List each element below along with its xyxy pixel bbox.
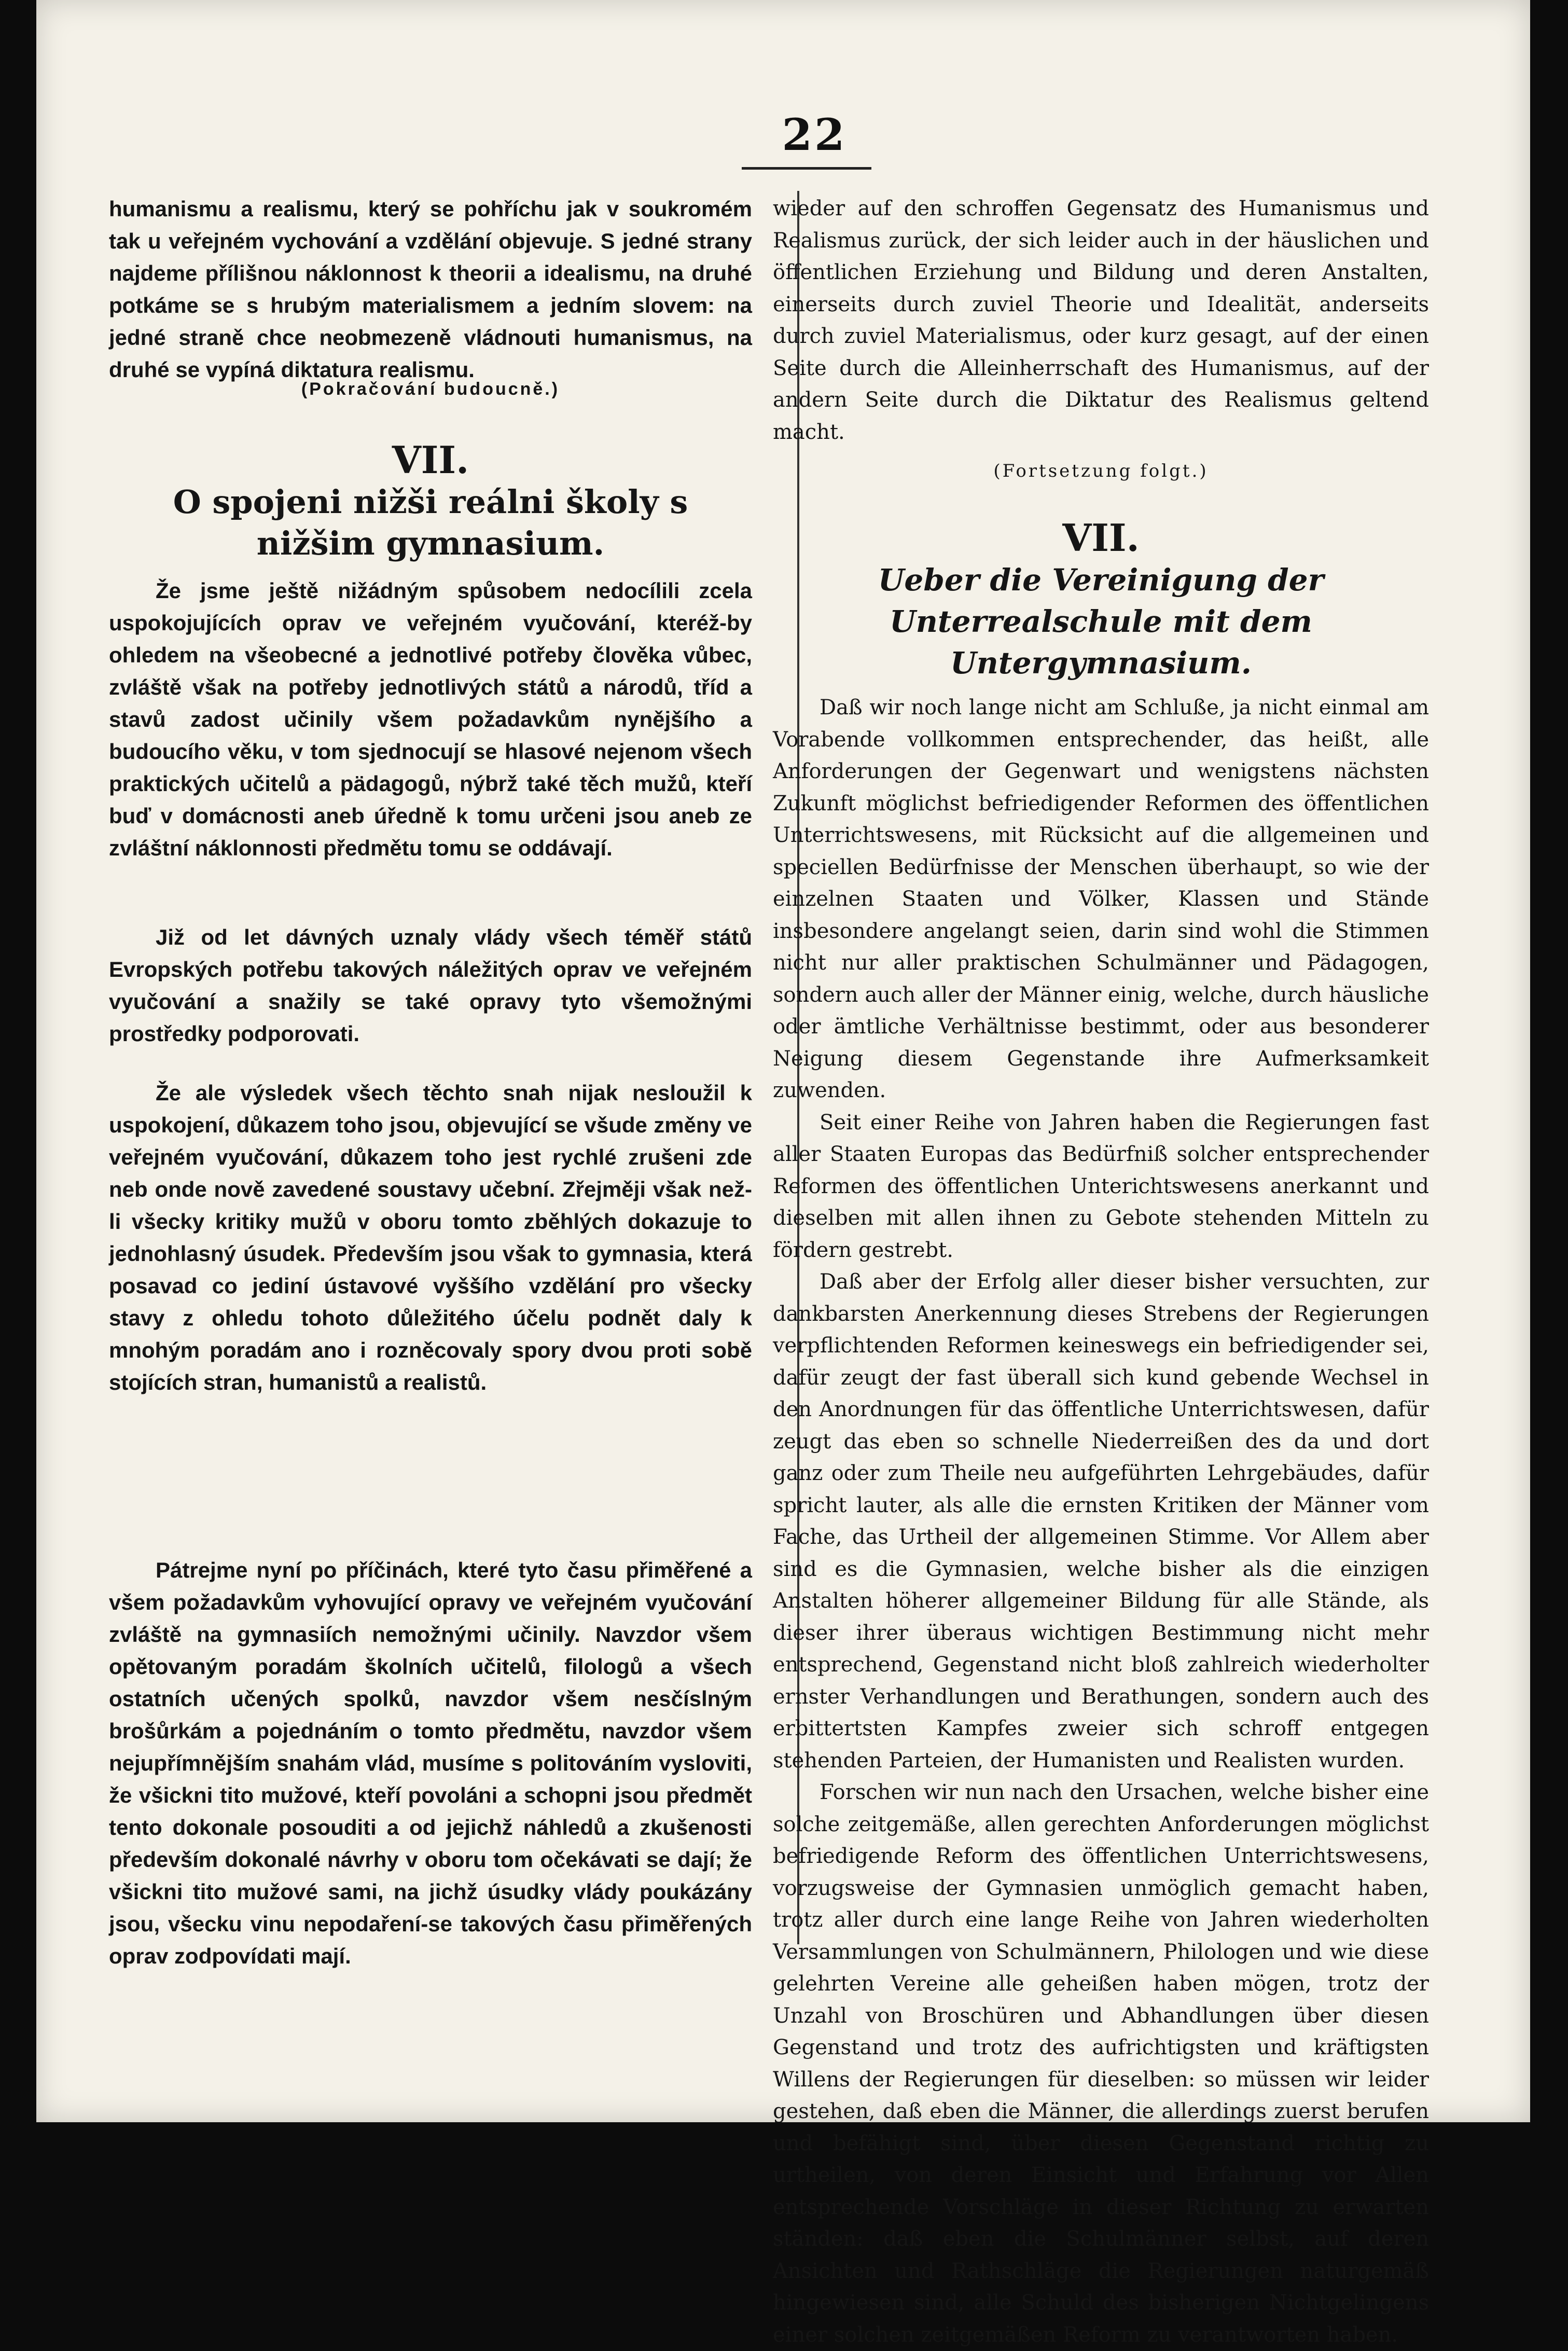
body-paragraph: Pátrejme nyní po příčinách, které tyto času přiměřené a všem požadavkům vyhovující opravy ve veřejném vyučování zvláště na gymnasiích nemožnými učinily. Navzdor všem opětovaným poradám školních učitelů, filologů a všech ostatních učených spolků, navzdor všem nesčíslným brošůrkám a pojednáním o tomto předmětu, navzdor všem nejupřímnějším snahám vlád, musíme s politováním vysloviti, že všickni tito mužové, kteří povoláni a schopni jsou předmět tento dokonale posouditi a od jejichž náhledů a zkušenosti především dokonalé návrhy v oboru tom očekávati se dají; že všickni tito mužové sami, na jichž úsudky vlády poukázány jsou, všecku vinu nepodaření-se takových času přiměřených oprav zodpovídati mají. [109, 1558, 752, 1968]
body-paragraph: Již od let dávných uznaly vlády všech téměř států Evropských potřebu takových náležitých oprav ve veřejném vyučování a snažily se také opravy tyto všemožnými prostředky podporovati. [109, 925, 752, 1046]
czech-column [109, 193, 752, 1972]
section-number: VII. [1062, 516, 1140, 560]
continuation-note: (Fortsetzung folgt.) [993, 461, 1209, 481]
section-title: Ueber die Vereinigung der Unterrealschule mit dem Untergymnasium. [878, 562, 1324, 681]
body-paragraph: Seit einer Reihe von Jahren haben die Regierungen fast aller Staaten Europas das Bedürfniß solcher entsprechender Reformen des öffentlichen Unterichtswesens anerkannt und dieselben mit allen ihnen zu Gebote stehenden Mitteln zu fördern gestrebt. [773, 1110, 1429, 1262]
intro-paragraph: wieder auf den schroffen Gegensatz des Humanismus und Realismus zurück, der sich leider auch in der häuslichen und öffentlichen Erziehung und Bildung und deren Anstalten, einerseits durch zuviel Theorie und Idealität, anderseits durch zuviel Materialismus, oder kurz gesagt, auf der einen Seite durch die Alleinherrschaft des Humanismus, auf der andern Seite durch die Diktatur des Realismus geltend macht. [773, 197, 1429, 444]
page-number-rule [742, 167, 871, 170]
intro-paragraph: humanismu a realismu, který se pohříchu jak v soukromém tak u veřejném vychování a vzdělání objevuje. S jedné strany najdeme přílišnou náklonnost k theorii a idealismu, na druhé potkáme se s hrubým materialismem a jedním slovem: na jedné straně chce neobmezeně vládnouti humanismus, na druhé se vypíná diktatura realismu. [109, 197, 752, 382]
continuation-note: (Pokračování budoucně.) [301, 379, 560, 399]
body-paragraph: Že jsme ještě nižádným spůsobem nedocílili zcela uspokojujících oprav ve veřejném vyučování, kteréž-by ohledem na všeobecné a jednotlivé potřeby člověka vůbec, zvláště však na potřeby jednotlivých států a národů, tříd a stavů zadost učinily všem požadavkům nynějšího a budoucího věku, v tom sjednocují se hlasové nejenom všech praktických učitelů a pädagogů, nýbrž také těch mužů, kteří buď v domácnosti aneb úředně k tomu určeni jsou aneb ze zvláštní náklonnosti předmětu tomu se oddávají. [109, 578, 752, 860]
body-paragraph: Daß wir noch lange nicht am Schluße, ja nicht einmal am Vorabende vollkommen entsprechender, das heißt, alle Anforderungen der Gegenwart und wenigstens nächsten Zukunft möglichst befriedigender Reformen des öffentlichen Unterrichtswesens, mit Rücksicht auf die allgemeinen und speciellen Bedürfnisse der Menschen überhaupt, so wie der einzelnen Staaten und Völker, Klassen und Stände insbesondere angelangt seien, darin sind wohl die Stimmen nicht nur aller praktischen Schulmänner und Pädagogen, sondern auch aller der Männer einig, welche, durch häusliche oder ämtliche Verhältnisse bestimmt, oder aus besonderer Neigung diesem Gegenstande ihre Aufmerksamkeit zuwenden. [773, 696, 1429, 1102]
page-number: 22 [782, 109, 847, 160]
body-paragraph: Forschen wir nun nach den Ursachen, welche bisher eine solche zeitgemäße, allen gerechten Anforderungen möglichst befriedigende Reform des öffentlichen Unterrichtswesens, vorzugsweise der Gymnasien unmöglich gemacht haben, trotz aller durch eine lange Reihe von Jahren wiederholten Versammlungen von Schulmännern, Philologen und wie diese gelehrten Vereine alle geheißen haben mögen, trotz der Unzahl von Broschüren und Abhandlungen über diesen Gegenstand und trotz des aufrichtigsten und kräftigsten Willens der Regierungen für dieselben: so müssen wir leider gestehen, daß eben die Männer, die allerdings zuerst berufen und befähigt sind, über diesen Gegenstand richtig zu urtheilen, von deren Einsicht und Erfahrung vor Allen entsprechende Vorschläge in dieser Richtung zu erwarten ständen: daß eben die Schulmänner selbst, auf deren Ansichten und Rathschläge die Regierungen naturgemäß hingewiesen sind, alle Schuld des bisherigen Nichtgelingens einer solchen zeitgemäßen Reform zu verantworten haben. [773, 1780, 1429, 2347]
german-column [773, 193, 1429, 2351]
body-paragraph: Daß aber der Erfolg aller dieser bisher versuchten, zur dankbarsten Anerkennung dieses Strebens der Regierungen verpflichtenden Reformen keineswegs ein befriedigender sei, dafür zeugt der fast überall sich kund gebende Wechsel in den Anordnungen für das öffentliche Unterrichtswesen, dafür zeugt das eben so schnelle Niederreißen des da und dort ganz oder zum Theile neu aufgeführten Lehrgebäudes, dafür spricht lauter, als alle die ernsten Kritiken der Männer vom Fache, das Urtheil der allgemeinen Stimme. Vor Allem aber sind es die Gymnasien, welche bisher als die einzigen Anstalten höherer allgemeiner Bildung für alle Stände, als dieser ihrer überaus wichtigen Bestimmung nicht mehr entsprechend, Gegenstand nicht bloß zahlreich wiederholter ernster Verhandlungen und Berathungen, sondern auch des erbittertsten Kampfes zweier sich schroff entgegen stehenden Parteien, der Humanisten und Realisten wurden. [773, 1270, 1429, 1773]
body-paragraph: Že ale výsledek všech těchto snah nijak nesloužil k uspokojení, důkazem toho jsou, objevující se všude změny ve veřejném vyučování, důkazem toho jest rychlé zrušeni zde neb onde nově zavedené soustavy učební. Zřejměji však než-li všecky kritiky mužů v oboru tomto zběhlých dokazuje to jednohlasný úsudek. Především jsou však to gymnasia, která posavad co jediní ústavové vyššího vzdělání pro všecky stavy z ohledu tohoto důležitého účelu podnět daly k mnohým poradám ano i rozněcovaly spory dvou proti sobě stojících stran, humanistů a realistů. [109, 1081, 752, 1394]
section-number: VII. [392, 438, 469, 482]
section-title: O spojeni nižši reálni školy s nižšim gymnasium. [173, 483, 688, 562]
